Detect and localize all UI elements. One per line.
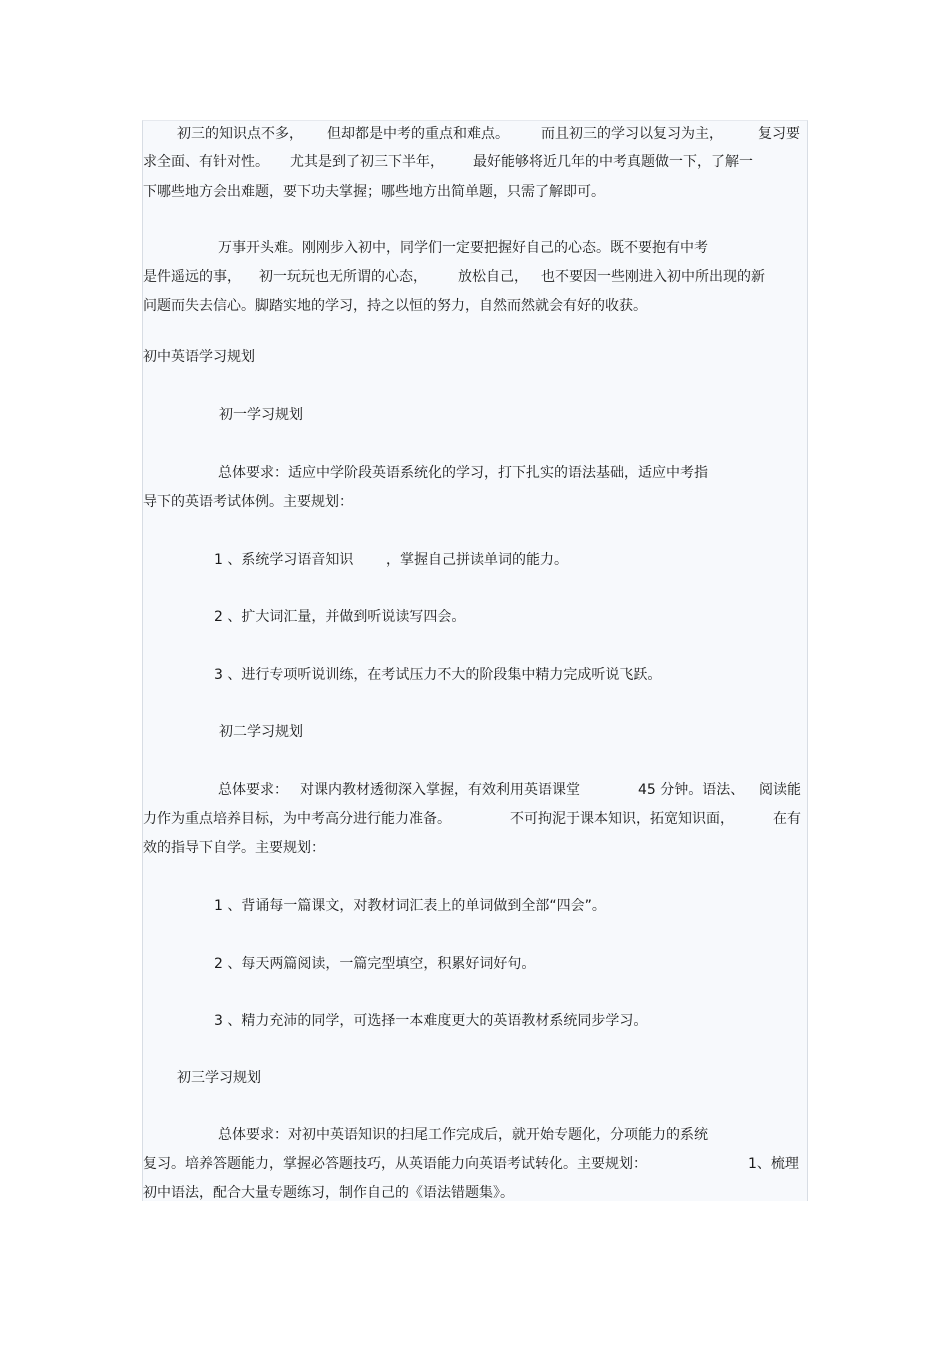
p1-line1-seg4: 复习要 [758,126,800,142]
grade2-req-line3: 效的指导下自学。主要规划： [143,840,325,856]
grade3-req-line2-seg2: 1、梳理 [748,1156,799,1172]
grade3-req-line3: 初中语法，配合大量专题练习，制作自己的《语法错题集》。 [143,1185,514,1201]
p2-line1: 万事开头难。刚刚步入初中，同学们一定要把握好自己的心态。既不要抱有中考 [218,240,708,256]
grade1-item2: 2 、扩大词汇量，并做到听说读写四会。 [214,609,466,625]
p1-line1-seg2: 但却都是中考的重点和难点。 [327,126,509,142]
grade1-item3: 3 、进行专项听说训练，在考试压力不大的阶段集中精力完成听说飞跃。 [214,667,662,683]
p1-line2-seg3: 最好能够将近几年的中考真题做一下，了解一 [473,154,753,170]
p2-line2-seg2: 初一玩玩也无所谓的心态， [259,269,427,285]
grade2-item3: 3 、精力充沛的同学，可选择一本难度更大的英语教材系统同步学习。 [214,1013,648,1029]
grade1-item1-seg2: ，掌握自己拼读单词的能力。 [386,552,568,568]
grade2-item1: 1 、背诵每一篇课文，对教材词汇表上的单词做到全部“四会”。 [214,898,606,914]
section-title: 初中英语学习规划 [143,349,255,365]
grade1-item1-seg1: 1 、系统学习语音知识 [214,552,354,568]
p1-line2-seg1: 求全面、有针对性。 [143,154,269,170]
p2-line2-seg4: 也不要因一些刚进入初中所出现的新 [541,269,765,285]
grade1-title: 初一学习规划 [219,407,303,423]
p1-line2-seg2: 尤其是到了初三下半年， [290,154,444,170]
p2-line2-seg3: 放松自己， [458,269,528,285]
grade3-req-line2-seg1: 复习。培养答题能力，掌握必答题技巧，从英语能力向英语考试转化。主要规划： [143,1156,647,1172]
grade3-req-line1: 总体要求：对初中英语知识的扫尾工作完成后，就开始专题化，分项能力的系统 [218,1127,708,1143]
grade1-req-line2: 导下的英语考试体例。主要规划： [143,494,353,510]
grade2-req-line2-seg2: 不可拘泥于课本知识，拓宽知识面， [510,811,734,827]
grade2-req-line2-seg3: 在有 [773,811,801,827]
p1-line1-seg3: 而且初三的学习以复习为主， [541,126,723,142]
grade2-req-line2-seg1: 力作为重点培养目标，为中考高分进行能力准备。 [143,811,451,827]
grade2-title: 初二学习规划 [219,724,303,740]
p2-line2-seg1: 是件遥远的事， [143,269,241,285]
p1-line1-seg1: 初三的知识点不多， [177,126,303,142]
grade1-req-line1: 总体要求：适应中学阶段英语系统化的学习，打下扎实的语法基础，适应中考指 [218,465,708,481]
grade2-req-line1-seg4: 阅读能 [759,782,801,798]
grade2-item2: 2 、每天两篇阅读，一篇完型填空，积累好词好句。 [214,956,536,972]
grade2-req-line1-seg2: 对课内教材透彻深入掌握，有效利用英语课堂 [300,782,580,798]
grade2-req-line1-seg1: 总体要求： [218,782,288,798]
grade2-req-line1-seg3: 45 分钟。语法、 [638,782,745,798]
p1-line3: 下哪些地方会出难题，要下功夫掌握；哪些地方出简单题，只需了解即可。 [143,184,605,200]
p2-line3: 问题而失去信心。脚踏实地的学习，持之以恒的努力，自然而然就会有好的收获。 [143,298,647,314]
grade3-title: 初三学习规划 [177,1070,261,1086]
